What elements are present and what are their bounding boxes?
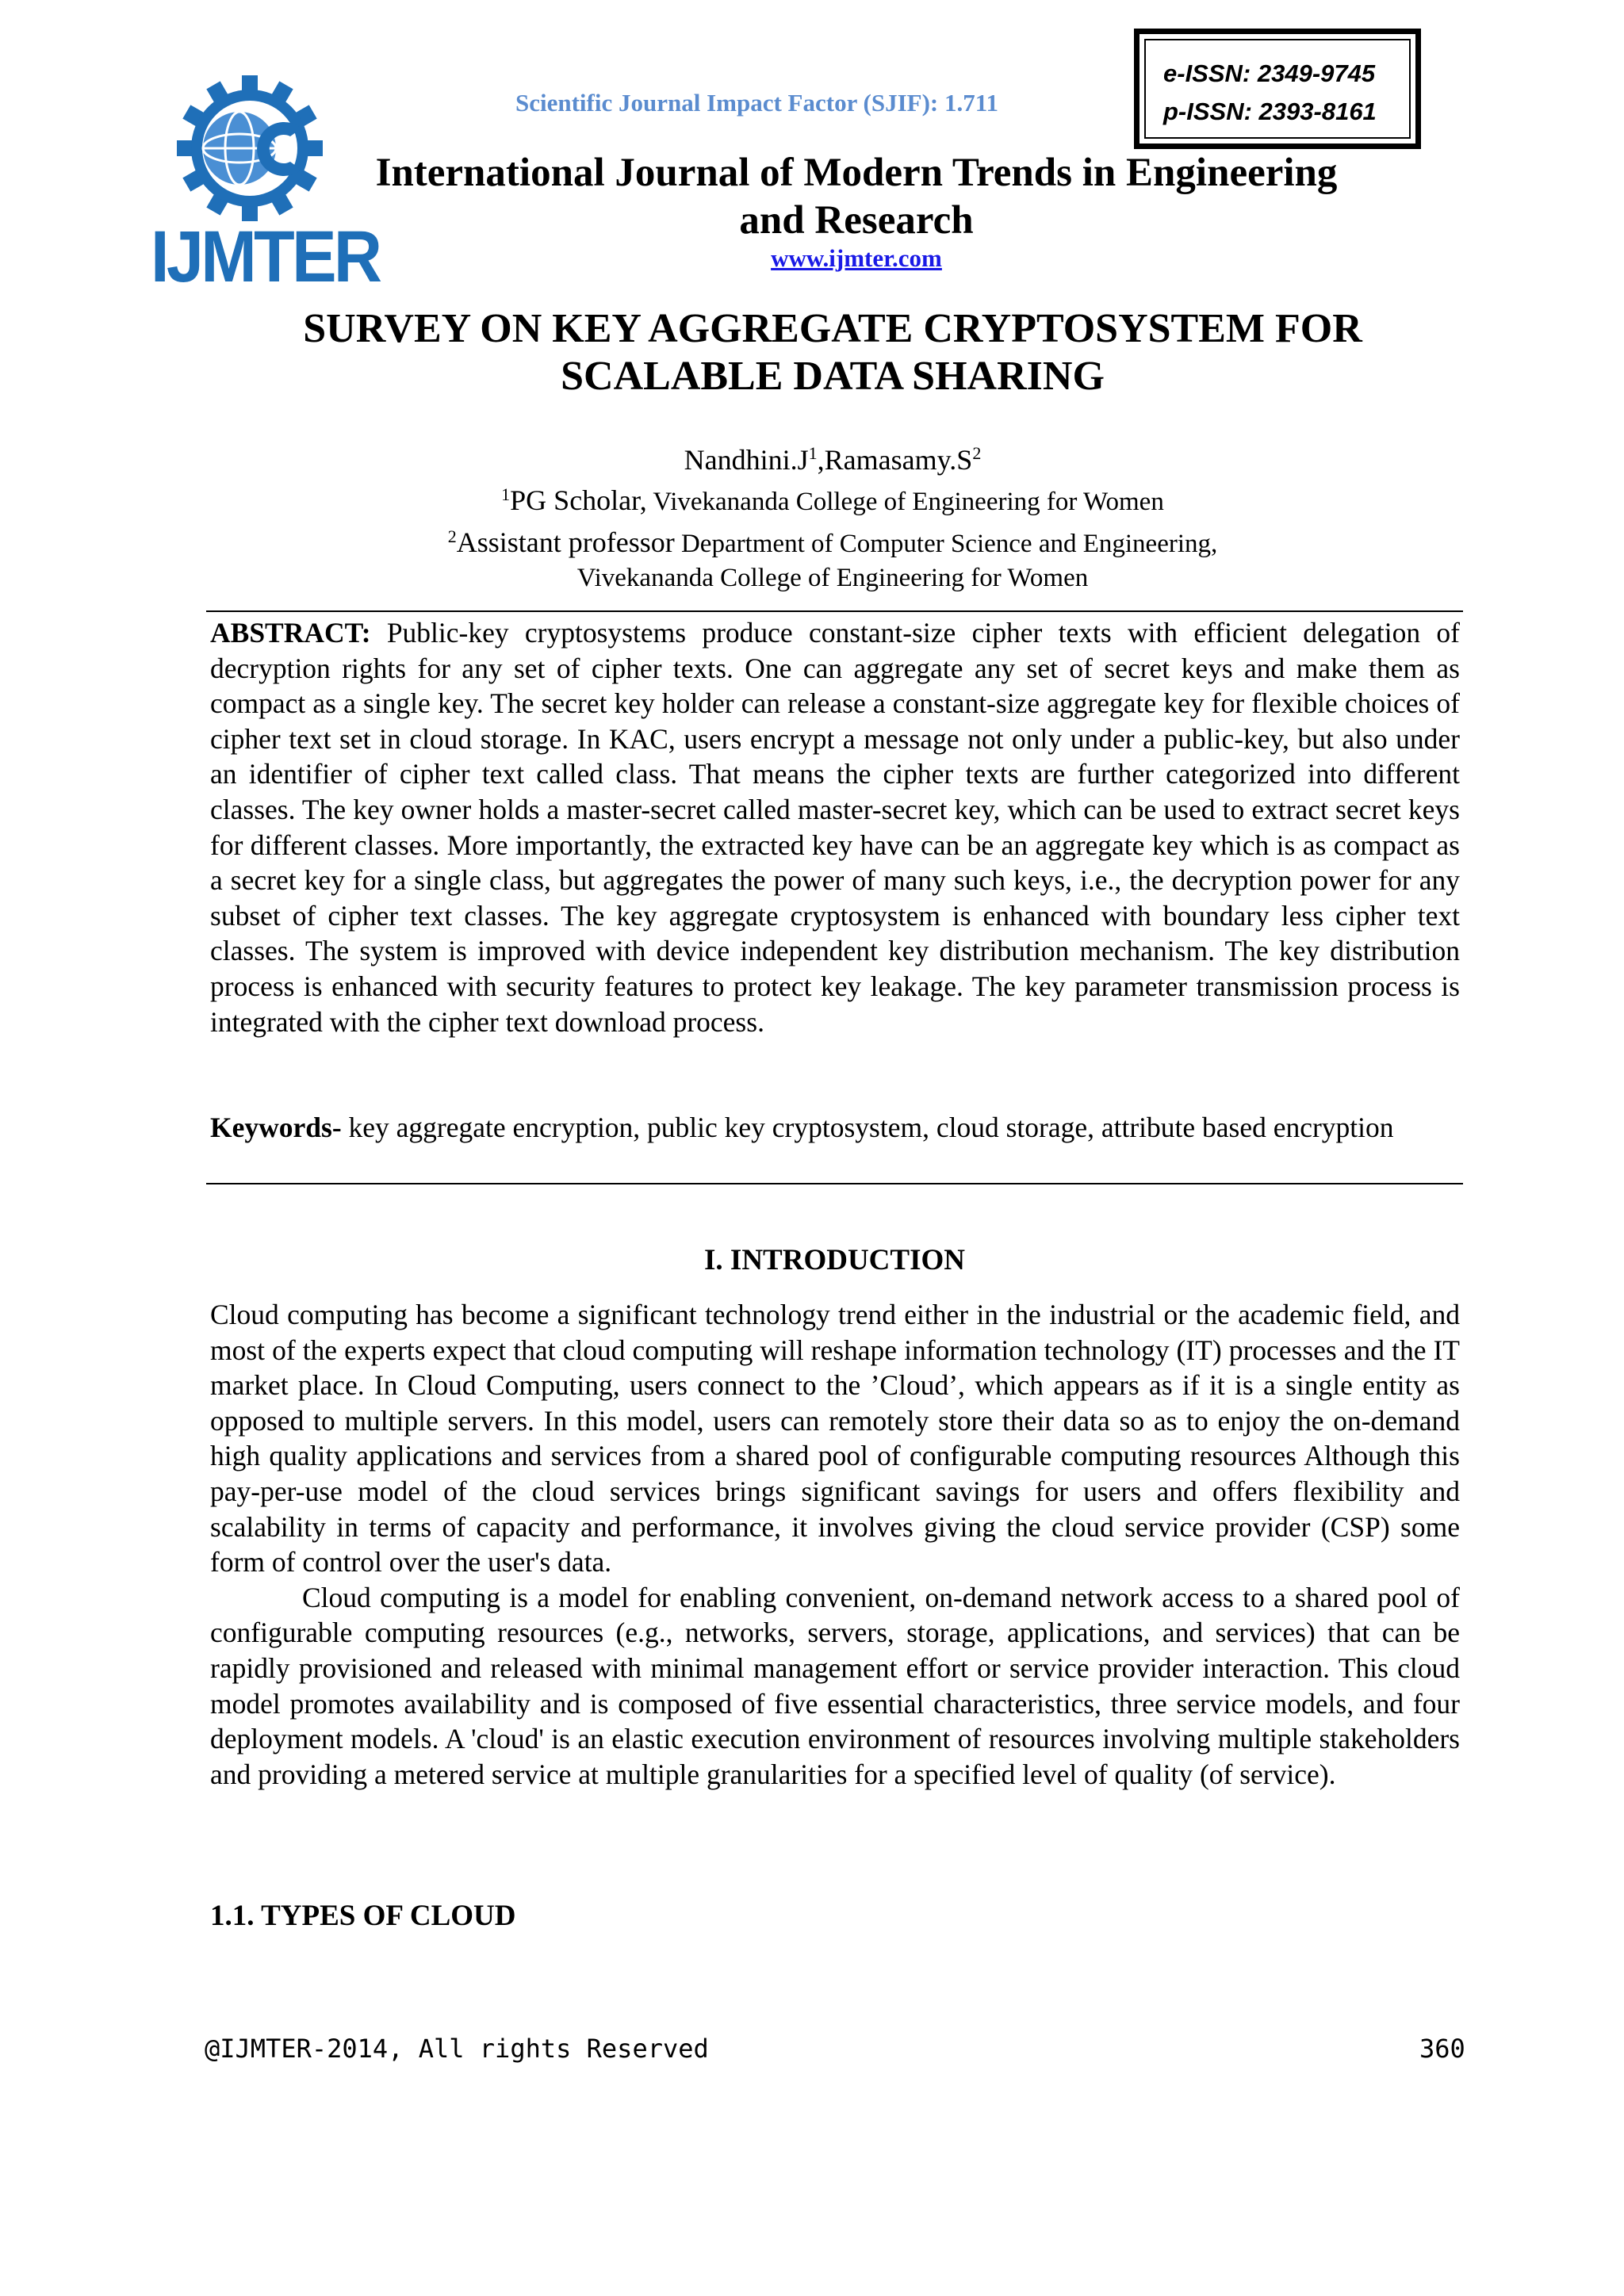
intro-paragraph-1: Cloud computing has become a significant technology trend either in the industrial or the academic field, and most of the experts expect that cloud computing will reshape information technology (IT) processes and the IT market place. In Cloud Computing, users connect to the ’Cloud’, which appears as if it is a single entity as opposed to multiple servers. In this model, users can remotely store their data so as to enjoy the on-demand high quality applications and services from a shared pool of configurable computing resources Although this pay-per-use model of the cloud services brings significant savings for users and offers flexibility and scalability in terms of capacity and performance, it involves giving the cloud service provider (CSP) some form of control over the user's data. — [210, 1299, 1460, 1578]
paper-title — [206, 305, 1459, 400]
gear-globe-icon — [151, 73, 349, 224]
impact-factor: Scientific Journal Impact Factor (SJIF): 1.711 — [515, 89, 999, 117]
journal-title — [373, 149, 1340, 244]
abstract-top-rule — [206, 610, 1463, 612]
author-1: Nandhini.J — [684, 444, 809, 476]
abstract-label: ABSTRACT: — [210, 617, 371, 649]
intro-paragraph-2: Cloud computing is a model for enabling convenient, on-demand network access to a shared pool of configurable computing resources (e.g., networks, servers, storage, applications, and services) that can be rapidly provisioned and released with minimal management effort or service provider interaction. This cloud model promotes availability and is composed of five essential characteristics, three service models, and four deployment models. A 'cloud' is an elastic execution environment of resources involving multiple stakeholders and providing a metered service at multiple granularities for a specified level of quality (of service). — [210, 1581, 1460, 1790]
affil-1-sup: 1 — [501, 484, 511, 504]
paper-title-line1: SURVEY ON KEY AGGREGATE CRYPTOSYSTEM FOR — [303, 306, 1362, 351]
keywords-text: key aggregate encryption, public key cryptosystem, cloud storage, attribute based encryption — [341, 1112, 1394, 1143]
issn-box — [1134, 29, 1421, 149]
abstract — [210, 615, 1460, 1039]
affiliation-2 — [206, 519, 1459, 561]
subsection-heading: 1.1. TYPES OF CLOUD — [210, 1900, 516, 1932]
page-number: 360 — [1419, 2034, 1465, 2064]
e-issn: e-ISSN: 2349-9745 — [1163, 59, 1376, 87]
author-block — [206, 436, 1459, 595]
paper-title-line2: SCALABLE DATA SHARING — [561, 354, 1105, 399]
logo-wordmark: IJMTER — [151, 216, 380, 297]
affil-1-institution: Vivekananda College of Engineering for Women — [646, 488, 1164, 516]
affil-2-department: Department of Computer Science and Engineering, — [674, 530, 1218, 558]
p-issn: p-ISSN: 2393-8161 — [1163, 98, 1377, 125]
author-2-sup: 2 — [972, 443, 982, 463]
introduction-body — [210, 1297, 1460, 1792]
keywords-label: Keywords- — [210, 1112, 342, 1143]
affiliation-2-line2: Vivekananda College of Engineering for Women — [576, 564, 1089, 592]
affiliation-1 — [206, 477, 1459, 519]
footer-copyright: @IJMTER-2014, All rights Reserved — [205, 2034, 709, 2064]
author-names — [206, 436, 1459, 477]
journal-title-line2: and Research — [739, 198, 974, 243]
author-2: ,Ramasamy.S — [817, 444, 973, 476]
author-1-sup: 1 — [808, 443, 818, 463]
affil-2-sup: 2 — [447, 526, 457, 546]
journal-title-line1: International Journal of Modern Trends in Engineering — [375, 151, 1338, 195]
section-heading-introduction: I. INTRODUCTION — [704, 1244, 965, 1276]
affil-1-role: PG Scholar, — [510, 484, 647, 516]
journal-url-link[interactable]: www.ijmter.com — [771, 244, 942, 272]
affil-2-role: Assistant professor — [456, 526, 675, 558]
journal-logo — [151, 73, 380, 297]
keywords — [210, 1110, 1460, 1146]
abstract-bottom-rule — [206, 1183, 1463, 1184]
abstract-text: Public-key cryptosystems produce constant-size cipher texts with efficient delegation of decryption rights for any set of cipher texts. One can aggregate any set of secret keys and make them as compact as a single key. The secret key holder can release a constant-size aggregate key for flexible choices of cipher text set in cloud storage. In KAC, users encrypt a message not only under a public-key, but also under an identifier of cipher text called class. That means the cipher texts are further categorized into different classes. The key owner holds a master-secret called master-secret key, which can be used to extract secret keys for different classes. More importantly, the extracted key have can be an aggregate key which is as compact as a secret key for a single class, but aggregates the power of many such keys, i.e., the decryption power for any subset of cipher text classes. The key aggregate cryptosystem is enhanced with boundary less cipher text classes. The system is improved with device independent key distribution mechanism. The key distribution process is enhanced with security features to protect key leakage. The key parameter transmission process is integrated with the cipher text download process. — [210, 617, 1460, 1038]
